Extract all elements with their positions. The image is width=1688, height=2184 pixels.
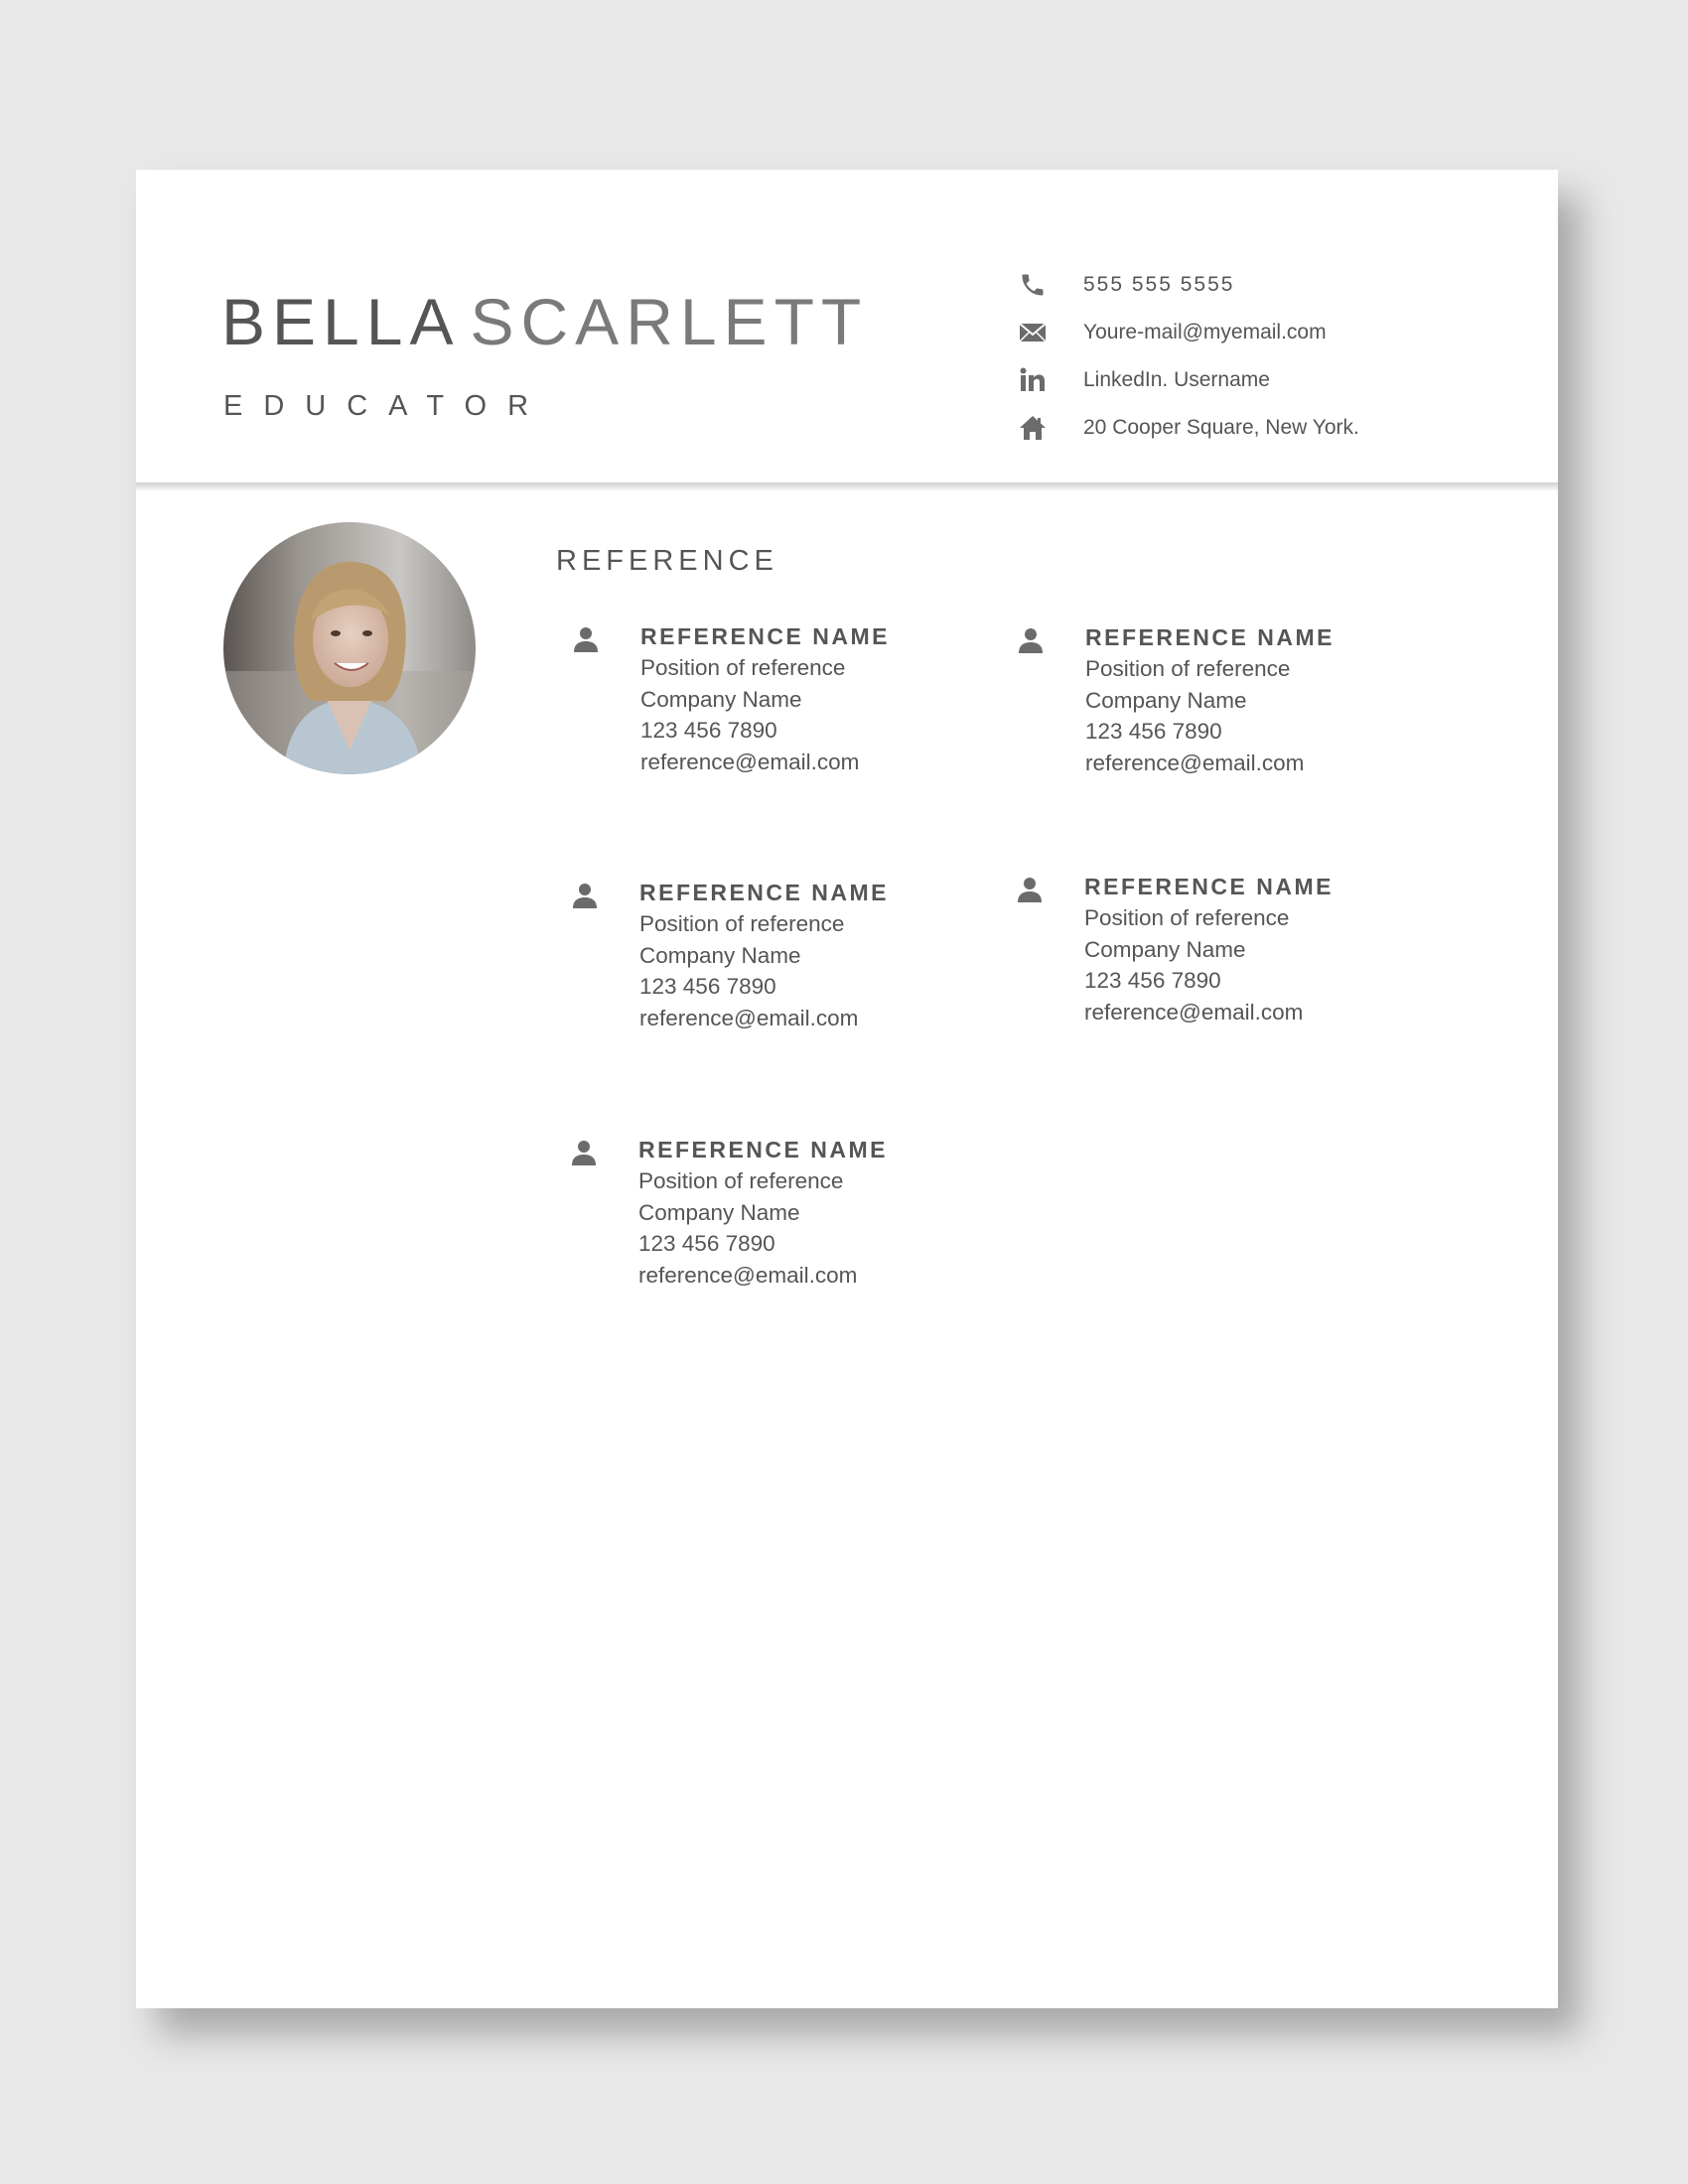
- reference-phone: 123 456 7890: [1085, 719, 1222, 744]
- reference-position: Position of reference: [640, 655, 846, 680]
- phone-icon: [1016, 268, 1050, 302]
- reference-phone: 123 456 7890: [640, 718, 777, 743]
- reference-name: REFERENCE NAME: [1084, 874, 1334, 899]
- reference-card-2: [1085, 622, 1443, 778]
- reference-email: reference@email.com: [639, 1005, 859, 1030]
- reference-phone: 123 456 7890: [1084, 968, 1221, 993]
- first-name: BELLA: [221, 285, 461, 358]
- contact-phone: [1016, 261, 1512, 309]
- address-text: 20 Cooper Square, New York.: [1083, 416, 1359, 439]
- reference-name: REFERENCE NAME: [640, 623, 890, 649]
- person-icon: [571, 624, 601, 654]
- reference-email: reference@email.com: [1084, 999, 1304, 1024]
- header-divider: [136, 482, 1558, 490]
- reference-email: reference@email.com: [638, 1262, 858, 1288]
- person-icon: [569, 1138, 599, 1167]
- person-icon: [1015, 875, 1045, 904]
- full-name: [221, 285, 869, 358]
- job-title: EDUCATOR: [223, 390, 550, 422]
- reference-company: Company Name: [1084, 936, 1246, 962]
- reference-company: Company Name: [1085, 687, 1247, 713]
- reference-company: Company Name: [639, 942, 801, 968]
- reference-name: REFERENCE NAME: [638, 1137, 888, 1162]
- person-icon: [1016, 625, 1046, 655]
- reference-name: REFERENCE NAME: [1085, 624, 1335, 650]
- resume-page: [136, 170, 1558, 2008]
- reference-phone: 123 456 7890: [639, 974, 776, 999]
- last-name: SCARLETT: [470, 285, 869, 358]
- envelope-icon: [1016, 316, 1050, 349]
- reference-position: Position of reference: [1085, 656, 1291, 681]
- reference-name: REFERENCE NAME: [639, 880, 889, 905]
- reference-company: Company Name: [640, 686, 802, 712]
- home-icon: [1016, 411, 1050, 445]
- reference-email: reference@email.com: [1085, 750, 1305, 775]
- reference-position: Position of reference: [1084, 905, 1290, 930]
- contact-block: [1016, 261, 1512, 452]
- reference-email: reference@email.com: [640, 749, 860, 774]
- contact-linkedin: [1016, 356, 1512, 404]
- linkedin-icon: [1016, 363, 1050, 397]
- reference-card-3: [639, 878, 997, 1033]
- reference-position: Position of reference: [639, 911, 845, 936]
- email-text: Youre-mail@myemail.com: [1083, 321, 1327, 343]
- reference-card-1: [640, 621, 998, 777]
- reference-position: Position of reference: [638, 1168, 844, 1193]
- contact-address: [1016, 404, 1512, 452]
- reference-section-title: REFERENCE: [556, 545, 778, 577]
- reference-card-5: [638, 1135, 996, 1291]
- linkedin-text: LinkedIn. Username: [1083, 368, 1270, 391]
- person-icon: [570, 881, 600, 910]
- phone-text: 555 555 5555: [1083, 273, 1235, 296]
- reference-company: Company Name: [638, 1199, 800, 1225]
- reference-card-4: [1084, 872, 1442, 1027]
- reference-phone: 123 456 7890: [638, 1231, 775, 1256]
- contact-email: [1016, 309, 1512, 356]
- profile-photo: [223, 522, 476, 774]
